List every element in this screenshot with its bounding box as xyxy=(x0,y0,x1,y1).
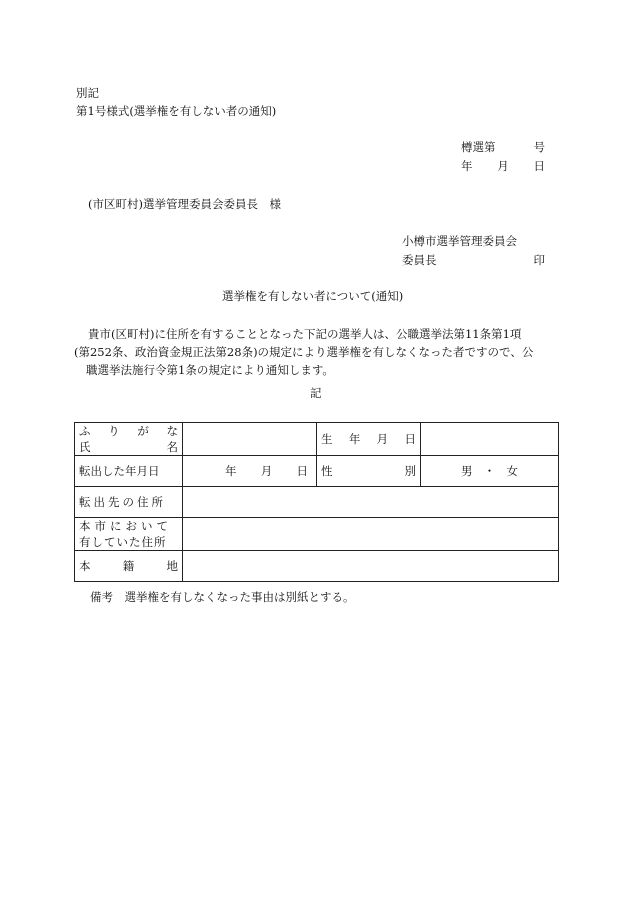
doc-date-year: 年 xyxy=(461,159,473,173)
body-line-2: (第252条、政治資金規正法第28条)の規定により選挙権を有しなくなった者ですので、公 xyxy=(74,345,534,359)
prev-address-value-cell[interactable] xyxy=(183,518,559,551)
honseki-label: 本 籍 地 xyxy=(79,559,178,573)
moved-to-label-cell xyxy=(75,487,183,518)
seal-mark: 印 xyxy=(533,253,545,267)
prev-address-label-1: 本市において xyxy=(79,519,172,533)
doc-number-prefix: 樽選第 xyxy=(461,140,496,154)
sex-label-cell xyxy=(317,456,421,487)
birth-value-cell[interactable] xyxy=(421,423,559,456)
table-row-moved-date xyxy=(75,456,559,487)
name-label: 氏 名 xyxy=(79,440,178,454)
sender-org: 小樽市選挙管理委員会 xyxy=(402,234,517,248)
sender-line xyxy=(402,255,545,267)
birth-label: 生 年 月 日 xyxy=(321,432,416,446)
sex-label: 性 別 xyxy=(321,464,416,478)
doc-number-suffix: 号 xyxy=(533,140,545,154)
body-paragraph xyxy=(74,325,560,379)
sex-value-cell[interactable] xyxy=(421,456,559,487)
honseki-value-cell[interactable] xyxy=(183,551,559,582)
ki-mark: 記 xyxy=(310,386,322,400)
sender-title: 委員長 xyxy=(402,253,437,267)
sex-options: 男 ・ 女 xyxy=(461,464,518,478)
doc-date-day: 日 xyxy=(533,159,545,173)
moved-date-label: 転出した年月日 xyxy=(79,464,160,478)
form-title: 第1号様式(選挙権を有しない者の通知) xyxy=(76,104,277,118)
honseki-label-cell xyxy=(75,551,183,582)
doc-date xyxy=(461,161,545,173)
moved-to-value-cell[interactable] xyxy=(183,487,559,518)
prev-address-label-2: 有していた住所 xyxy=(79,535,167,549)
moved-to-label: 転出先の住所 xyxy=(79,495,166,509)
subject-title: 選挙権を有しない者について(通知) xyxy=(222,289,404,303)
info-table xyxy=(74,422,559,582)
name-label-cell xyxy=(75,423,183,456)
sex-option-male[interactable]: 男 xyxy=(461,464,473,478)
prev-address-label-cell xyxy=(75,518,183,551)
body-line-1: 貴市(区町村)に住所を有することとなった下記の選挙人は、公職選挙法第11条第1項 xyxy=(88,327,522,341)
doc-date-month: 月 xyxy=(497,159,509,173)
birth-label-cell xyxy=(317,423,421,456)
note: 備考 選挙権を有しなくなった事由は別紙とする。 xyxy=(90,590,355,604)
body-line-3: 職選挙法施行令第1条の規定により通知します。 xyxy=(86,363,334,377)
moved-date-parts: 年 月 日 xyxy=(225,464,308,478)
appendix-label: 別記 xyxy=(76,86,99,100)
moved-date-value-cell[interactable] xyxy=(183,456,317,487)
sex-option-female[interactable]: 女 xyxy=(506,464,518,478)
table-row-moved-to xyxy=(75,487,559,518)
addressee: (市区町村)選挙管理委員会委員長 様 xyxy=(88,197,281,211)
doc-number xyxy=(461,142,545,154)
table-row-prev-address xyxy=(75,518,559,551)
table-row-name xyxy=(75,423,559,456)
furigana-label: ふ り が な xyxy=(79,424,178,438)
table-row-honseki xyxy=(75,551,559,582)
name-value-cell[interactable] xyxy=(183,423,317,456)
moved-date-label-cell xyxy=(75,456,183,487)
